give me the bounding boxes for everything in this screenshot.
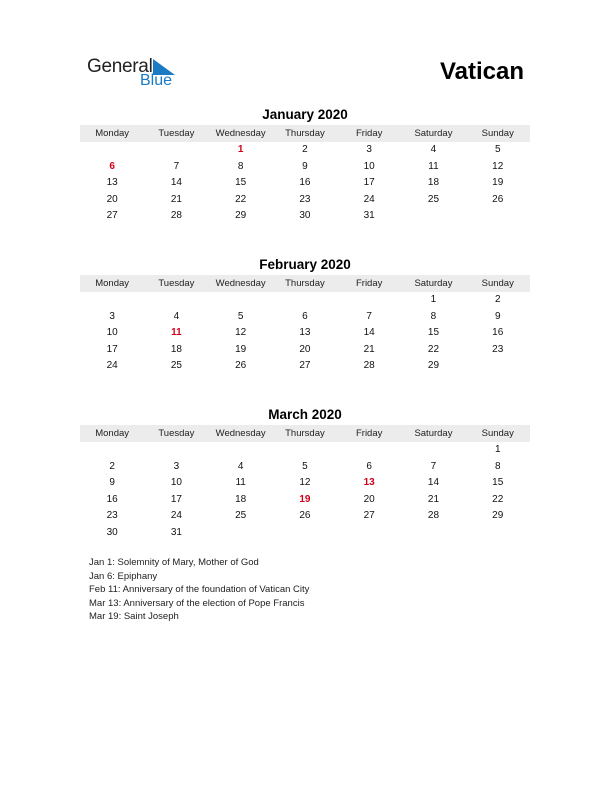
day-cell: 7 [366, 310, 372, 322]
day-cell: 17 [170, 493, 182, 505]
holiday-list [89, 556, 509, 624]
month-march [80, 406, 530, 542]
day-cell: 11 [235, 477, 246, 489]
day-cell: 1 [430, 294, 437, 305]
weekday-label: Saturday [414, 128, 453, 139]
empty-day-cell [337, 525, 401, 542]
day-cell: 18 [427, 177, 440, 189]
day-cell: 3 [173, 460, 180, 472]
country-title: Vatican [439, 58, 524, 85]
week-row [80, 175, 530, 192]
day-cell: 24 [170, 510, 182, 522]
day-cell: 15 [427, 327, 440, 339]
day-cell: 6 [302, 310, 308, 322]
weekday-label: Tuesday [158, 128, 195, 139]
day-cell: 1 [237, 144, 244, 155]
weekday-label: Monday [95, 128, 130, 139]
day-cell: 31 [363, 210, 375, 222]
day-cell: 20 [299, 343, 311, 355]
day-cell: 19 [492, 177, 504, 189]
day-cell: 11 [171, 327, 182, 339]
day-cell: 14 [363, 327, 375, 339]
day-cell: 8 [237, 160, 244, 172]
empty-day-cell [80, 442, 144, 459]
week-row [80, 159, 530, 176]
weekday-label: Sunday [481, 128, 514, 139]
empty-day-cell [401, 208, 465, 225]
day-cell: 2 [494, 294, 501, 305]
holiday-item: Mar 19: Saint Joseph [89, 611, 179, 622]
day-cell: 10 [106, 327, 118, 339]
day-cell: 29 [492, 510, 504, 522]
week-row [80, 525, 530, 542]
weekday-label: Sunday [481, 278, 514, 289]
day-cell: 20 [106, 193, 118, 205]
day-cell: 5 [494, 144, 501, 155]
day-cell: 16 [299, 177, 311, 189]
day-cell: 23 [299, 193, 311, 205]
weekday-label: Friday [355, 128, 383, 139]
day-cell: 28 [427, 510, 440, 522]
empty-day-cell [80, 292, 144, 309]
empty-day-cell [466, 525, 530, 542]
day-cell: 29 [427, 360, 440, 372]
holiday-item: Jan 6: Epiphany [89, 570, 158, 582]
day-cell: 10 [170, 477, 182, 489]
empty-day-cell [337, 292, 401, 309]
empty-day-cell [273, 292, 337, 309]
day-cell: 22 [492, 493, 504, 505]
empty-day-cell [401, 442, 465, 459]
day-cell: 2 [302, 144, 308, 155]
week-row [80, 459, 530, 476]
day-cell: 27 [299, 360, 311, 372]
day-cell: 13 [106, 177, 118, 189]
day-cell: 29 [235, 210, 247, 222]
day-cell: 22 [427, 343, 440, 355]
day-cell: 9 [109, 477, 115, 489]
day-cell: 21 [427, 493, 440, 505]
holiday-item: Mar 13: Anniversary of the election of Pope Francis [89, 597, 305, 609]
week-row [80, 342, 530, 359]
empty-day-cell [273, 442, 337, 459]
day-cell: 16 [492, 327, 504, 339]
week-row [80, 192, 530, 209]
day-cell: 21 [170, 193, 182, 205]
day-cell: 9 [494, 310, 501, 322]
weekday-label: Saturday [414, 428, 453, 439]
day-cell: 19 [299, 493, 311, 505]
day-cell: 26 [492, 193, 504, 205]
month-title: March 2020 [268, 407, 342, 422]
day-cell: 11 [428, 160, 439, 172]
weekday-label: Friday [355, 278, 383, 289]
weekday-label: Sunday [481, 428, 514, 439]
day-cell: 30 [299, 210, 311, 222]
day-cell: 21 [363, 343, 375, 355]
weekday-label: Friday [355, 428, 383, 439]
day-cell: 26 [299, 510, 311, 522]
day-cell: 4 [430, 144, 437, 155]
day-cell: 1 [494, 444, 501, 455]
empty-day-cell [144, 292, 208, 309]
logo-general-text: General [87, 56, 153, 77]
day-cell: 7 [430, 460, 437, 472]
weekday-label: Saturday [414, 278, 453, 289]
day-cell: 13 [363, 477, 375, 489]
weekday-label: Thursday [285, 278, 325, 289]
weekday-label: Thursday [285, 428, 325, 439]
day-cell: 26 [235, 360, 247, 372]
day-cell: 17 [363, 177, 375, 189]
empty-day-cell [273, 525, 337, 542]
week-row [80, 358, 530, 375]
empty-day-cell [144, 142, 208, 159]
day-cell: 27 [363, 510, 375, 522]
weekday-label: Monday [95, 428, 130, 439]
week-row [80, 309, 530, 326]
day-cell: 17 [106, 343, 118, 355]
empty-day-cell [144, 442, 208, 459]
day-cell: 12 [492, 160, 504, 172]
day-cell: 2 [109, 460, 115, 472]
day-cell: 5 [302, 460, 308, 472]
day-cell: 3 [366, 144, 372, 155]
day-cell: 28 [170, 210, 182, 222]
holiday-item: Jan 1: Solemnity of Mary, Mother of God [89, 557, 259, 568]
day-cell: 23 [492, 343, 504, 355]
empty-day-cell [466, 358, 530, 375]
day-cell: 5 [237, 310, 244, 322]
day-cell: 25 [170, 360, 182, 372]
month-title: February 2020 [259, 257, 351, 272]
weekday-label: Monday [95, 278, 130, 289]
week-row [80, 292, 530, 309]
day-cell: 12 [299, 477, 311, 489]
day-cell: 6 [366, 460, 372, 472]
weekday-label: Thursday [285, 128, 325, 139]
day-cell: 9 [302, 160, 308, 172]
day-cell: 4 [173, 310, 180, 322]
weekday-header [80, 125, 530, 142]
day-cell: 4 [237, 460, 244, 472]
weekday-label: Wednesday [215, 278, 266, 289]
weekday-label: Tuesday [158, 278, 195, 289]
day-cell: 6 [109, 160, 115, 172]
day-cell: 8 [494, 460, 501, 472]
day-cell: 10 [363, 160, 375, 172]
day-cell: 30 [106, 526, 118, 538]
month-january [80, 106, 530, 225]
week-row [80, 142, 530, 159]
day-cell: 24 [106, 360, 118, 372]
day-cell: 16 [106, 493, 118, 505]
day-cell: 14 [170, 177, 182, 189]
day-cell: 18 [170, 343, 182, 355]
day-cell: 25 [427, 193, 440, 205]
month-february [80, 256, 530, 375]
day-cell: 13 [299, 327, 311, 339]
weekday-label: Wednesday [215, 428, 266, 439]
day-cell: 7 [173, 160, 180, 172]
week-row [80, 508, 530, 525]
logo [87, 56, 187, 92]
day-cell: 18 [235, 493, 247, 505]
week-row [80, 492, 530, 509]
empty-day-cell [466, 208, 530, 225]
logo-blue-text: Blue [140, 72, 173, 89]
day-cell: 12 [235, 327, 247, 339]
empty-day-cell [209, 525, 273, 542]
holiday-item: Feb 11: Anniversary of the foundation of Vatican City [89, 584, 310, 595]
day-cell: 20 [363, 493, 375, 505]
day-cell: 14 [427, 477, 440, 489]
day-cell: 22 [235, 193, 247, 205]
day-cell: 27 [106, 210, 118, 222]
day-cell: 23 [106, 510, 118, 522]
week-row [80, 325, 530, 342]
week-row [80, 475, 530, 492]
day-cell: 19 [235, 343, 247, 355]
weekday-header [80, 425, 530, 442]
weekday-label: Tuesday [158, 428, 195, 439]
empty-day-cell [80, 142, 144, 159]
day-cell: 8 [430, 310, 437, 322]
empty-day-cell [209, 292, 273, 309]
empty-day-cell [209, 442, 273, 459]
day-cell: 15 [492, 477, 504, 489]
day-cell: 25 [235, 510, 247, 522]
month-title: January 2020 [262, 107, 348, 122]
week-row [80, 208, 530, 225]
day-cell: 24 [363, 193, 375, 205]
day-cell: 15 [235, 177, 247, 189]
day-cell: 3 [109, 310, 115, 322]
week-row [80, 442, 530, 459]
weekday-label: Wednesday [215, 128, 266, 139]
empty-day-cell [401, 525, 465, 542]
weekday-header [80, 275, 530, 292]
empty-day-cell [337, 442, 401, 459]
day-cell: 28 [363, 360, 375, 372]
day-cell: 31 [170, 526, 182, 538]
